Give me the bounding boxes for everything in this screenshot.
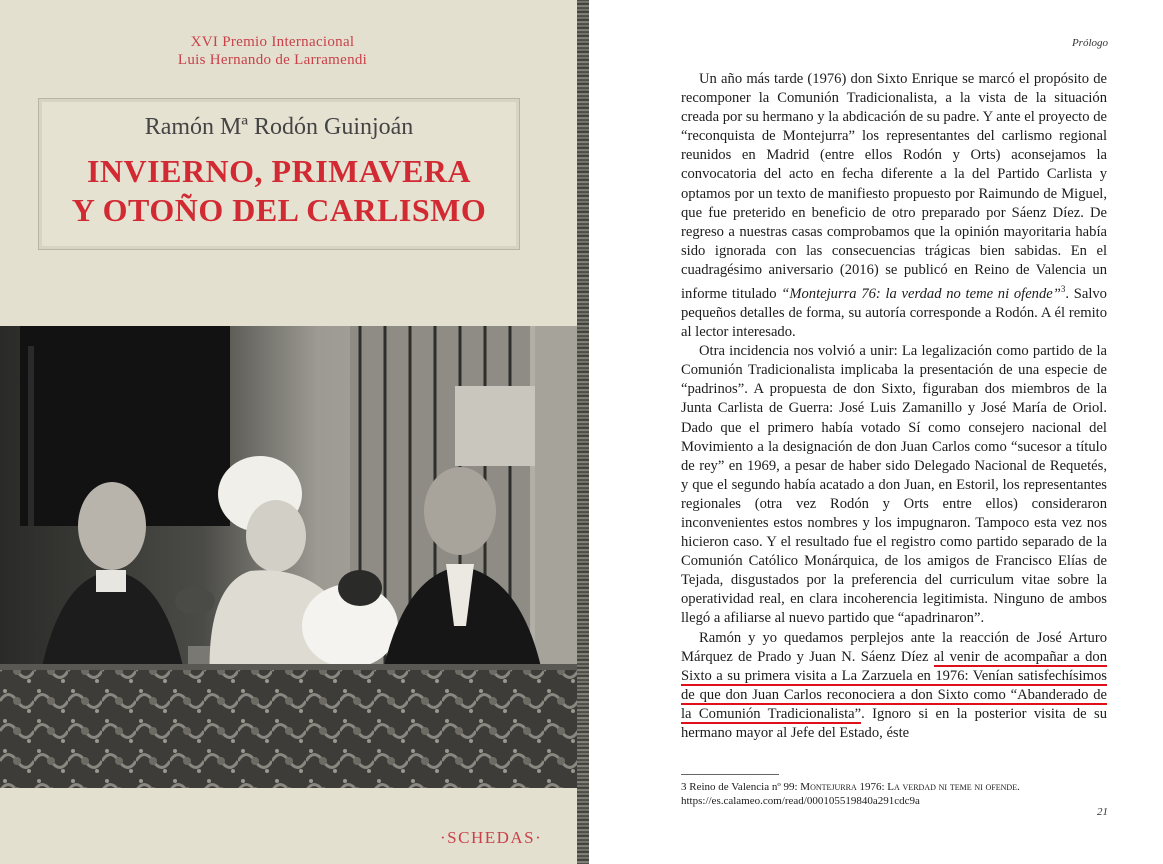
running-head: Prólogo bbox=[1071, 37, 1108, 49]
award-line-2: Luis Hernando de Larramendi bbox=[177, 52, 368, 68]
publisher-logo: ·SCHEDAS· bbox=[440, 828, 543, 847]
page-number: 21 bbox=[1097, 806, 1108, 818]
book-page bbox=[589, 0, 1163, 864]
article-title: “Montejurra 76: la verdad no teme ni ofende” bbox=[781, 285, 1061, 302]
title-box bbox=[38, 98, 520, 250]
paragraph-2: Otra incidencia nos volvió a unir: La legalización como partido de la Comunión Tradicionalista implicaba la presentación de una especie de “padrinos”. A propuesta de don Sixto, figuraban dos miembros de la Junta Carlista de Guerra: José Luis Zamanillo y José María de Oriol. Dado que el primero había votado Sí como consejero nacional del Movimiento a la designación de don Juan Carlos como “sucesor a título de rey” en 1969, a pesar de haber sido Delegado Nacional de Requetés, y que el segundo había acatado a don Juan, en Estoril, los representantes regionales (otra vez Rodón y Orts entre ellos) consideraron inconvenientes estos nombres y los impugnaron. Tampoco esta vez nos hicieron caso. Y el resultado fue el registro como partido separado de la Comunión Católico Monárquica, de los amigos de Francisco Elías de Tejada, disgustados por la preferencia del curriculum vitae sobre la operatividad real, en clara incoherencia legitimista. Ninguno de ambos llegó a afiliarse al nuevo partido que “apadrinaron”. bbox=[681, 343, 1107, 627]
cover-title-line-2: Y OTOÑO DEL CARLISMO bbox=[71, 192, 487, 228]
page-body bbox=[681, 70, 1107, 743]
book-cover bbox=[0, 0, 577, 864]
book-spine bbox=[577, 0, 589, 864]
cover-author: Ramón Mª Rodón Guinjoán bbox=[144, 114, 414, 140]
paragraph-3: Ramón y yo quedamos perplejos ante la reacción de José Arturo Márquez de Prado y Juan N. Sáenz Díez al venir de acompañar a don Sixto a su primera visita a La Zarzuela en 1976: Venían satisfechísimos de que don Juan Carlos reconociera a don Sixto como “Abanderado de la Comunión Tradicionalista”. Ignoro si en la posterior visita de su hermano mayor al Jefe del Estado, éste bbox=[681, 629, 1107, 742]
award-line-1: XVI Premio Internacional bbox=[190, 34, 355, 50]
underlined-passage: al venir de acompañar a don Sixto a su primera visita a La Zarzuela en 1976: Venían satisfechísimos de que don Juan Carlos reconociera a don Sixto como “Abanderado de la Comunión Tradicionalista” bbox=[681, 648, 1107, 722]
paragraph-1: Un año más tarde (1976) don Sixto Enrique se marcó el propósito de recomponer la Comunión Tradicionalista, a la vista de la situación creada por su hermano y la abdicación de su padre. Y ante el proyecto de “reconquista de Montejurra” los representantes del carlismo regional reunidos en Madrid (entre ellos Rodón y Orts) aconsejamos la convocatoria del acto en fecha diferente a la del Partido Carlista y optamos por un texto de manifiesto propuesto por Raimundo de Miguel, que fue preterido en beneficio de otro preparado por Sáenz Díez. De regreso a nuestras casas comprobamos que la opinión mayoritaria había sido ignorada con las consecuencias trágicas bien sabidas. En el cuadragésimo aniversario (2016) se publicó en Reino de Valencia un informe titulado “Montejurra 76: la verdad no teme ni ofende”$^3$. Salvo pequeños detalles de forma, su autoría corresponde a Rodón. A él remito al lector interesado. bbox=[681, 71, 1107, 341]
footnote-ref: 3 bbox=[1060, 284, 1066, 295]
cover-title-line-1: INVIERNO, PRIMAVERA bbox=[86, 153, 472, 189]
footnote: 3 Reino de Valencia nº 99: Montejurra 1976: La verdad ni teme ni ofende. https://es.calameo.com/read/000105519840a291cdc9a bbox=[681, 781, 1020, 807]
footnote-rule bbox=[681, 774, 779, 775]
cover-photo bbox=[0, 326, 577, 788]
